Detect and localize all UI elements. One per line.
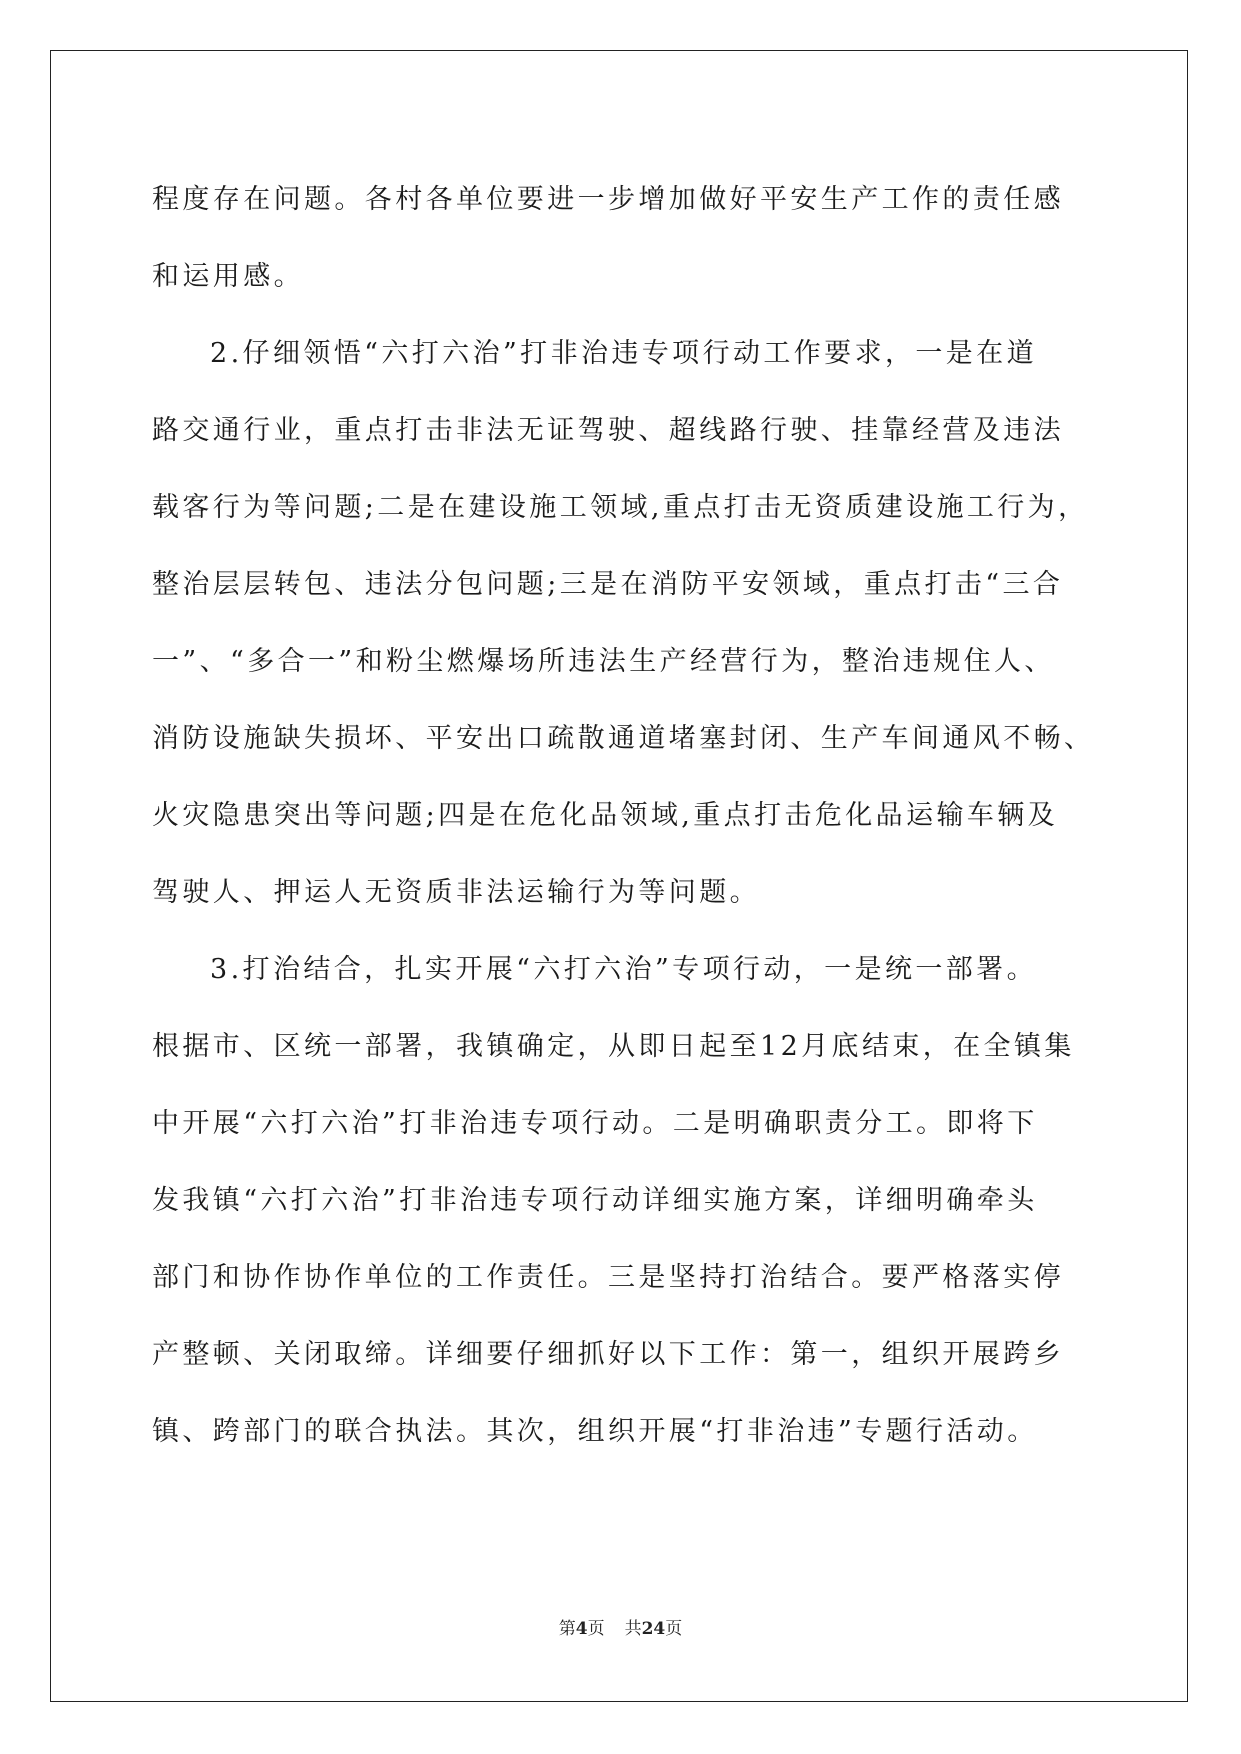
text-line-7: 一”、“多合一”和粉尘燃爆场所违法生产经营行为，整治违规住人、 [152, 646, 1055, 677]
text-line-5: 载客行为等问题;二是在建设施工领域,重点打击无资质建设施工行为， [152, 492, 1089, 523]
page-number-footer [0, 1614, 1241, 1639]
text-line-9: 火灾隐患突出等问题;四是在危化品领域,重点打击危化品运输车辆及 [152, 800, 1059, 831]
text-line-15: 部门和协作协作单位的工作责任。三是坚持打治结合。要严格落实停 [152, 1262, 1064, 1293]
text-line-13: 中开展“六打六治”打非治违专项行动。二是明确职责分工。即将下 [152, 1108, 1038, 1139]
footer-page-suffix: 页 [587, 1619, 605, 1639]
text-line-14: 发我镇“六打六治”打非治违专项行动详细实施方案，详细明确牵头 [152, 1185, 1038, 1216]
text-line-2: 和运用感。 [152, 261, 304, 292]
text-line-4: 路交通行业，重点打击非法无证驾驶、超线路行驶、挂靠经营及违法 [152, 415, 1064, 446]
current-page-number: 4 [575, 1619, 588, 1639]
text-line-11: 3.打治结合，扎实开展“六打六治”专项行动，一是统一部署。 [210, 954, 1037, 985]
text-line-3: 2.仔细领悟“六打六治”打非治违专项行动工作要求，一是在道 [210, 338, 1037, 369]
footer-prefix: 第 [558, 1619, 576, 1639]
text-line-12: 根据市、区统一部署，我镇确定，从即日起至12月底结束，在全镇集 [152, 1031, 1075, 1062]
text-line-6: 整治层层转包、违法分包问题;三是在消防平安领域，重点打击“三合 [152, 569, 1064, 600]
text-line-17: 镇、跨部门的联合执法。其次，组织开展“打非治违”专题行活动。 [152, 1416, 1038, 1447]
footer-total-prefix: 共 [624, 1619, 642, 1639]
text-line-16: 产整顿、关闭取缔。详细要仔细抓好以下工作：第一，组织开展跨乡 [152, 1339, 1064, 1370]
text-line-8: 消防设施缺失损坏、平安出口疏散通道堵塞封闭、生产车间通风不畅、 [152, 723, 1095, 754]
text-line-10: 驾驶人、押运人无资质非法运输行为等问题。 [152, 877, 760, 908]
text-line-1: 程度存在问题。各村各单位要进一步增加做好平安生产工作的责任感 [152, 184, 1064, 215]
footer-total-suffix: 页 [665, 1619, 683, 1639]
total-page-count: 24 [641, 1619, 666, 1639]
document-body [152, 161, 1098, 1470]
